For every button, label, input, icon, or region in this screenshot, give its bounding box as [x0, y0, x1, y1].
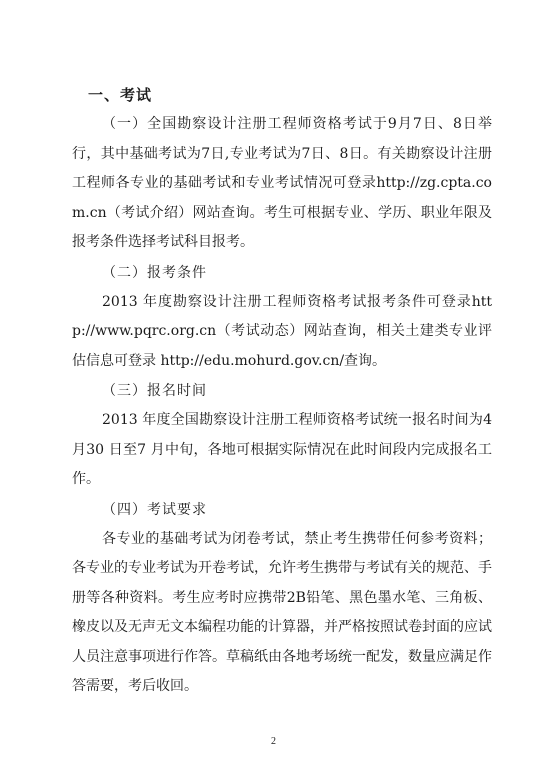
subheading-eligibility: （二）报考条件 — [102, 264, 207, 281]
page-number: 2 — [271, 736, 276, 747]
subheading-registration-time: （三）报名时间 — [102, 383, 207, 399]
paragraph-exam-schedule: （一）全国勘察设计注册工程师资格考试于9月7日、8日举行，其中基础考试为7日,专业考试为7日、8日。有关勘察设计注册工程师各专业的基础考试和专业考试情况可登录http://zg.cpta.com.cn（考试介绍）网站查询。考生可根据专业、学历、职业年限及报考条件选择考试科目报考。 — [72, 116, 492, 250]
paragraph-registration-time: 2013 年度全国勘察设计注册工程师资格考试统一报名时间为4 月30 日至7 月中旬，各地可根据实际情况在此时间段内完成报名工作。 — [72, 412, 492, 487]
paragraph-eligibility: 2013 年度勘察设计注册工程师资格考试报考条件可登录http://www.pqrc.org.cn（考试动态）网站查询，相关土建类专业评估信息可登录 http://edu.mohurd.gov.cn/查询。 — [72, 293, 492, 369]
document-body — [72, 80, 492, 702]
section-title: 一、考试 — [88, 86, 153, 104]
paragraph-exam-requirements: 各专业的基础考试为闭卷考试，禁止考生携带任何参考资料；各专业的专业考试为开卷考试，允许考生携带与考试有关的规范、手册等各种资料。考生应考时应携带2B铅笔、黑色墨水笔、三角板、橡皮以及无声无文本编程功能的计算器，并严格按照试卷封面的应试人员注意事项进行作答。草稿纸由各地考场统一配发，数量应满足作答需要，考后收回。 — [72, 530, 492, 694]
subheading-exam-requirements: （四）考试要求 — [102, 501, 207, 518]
